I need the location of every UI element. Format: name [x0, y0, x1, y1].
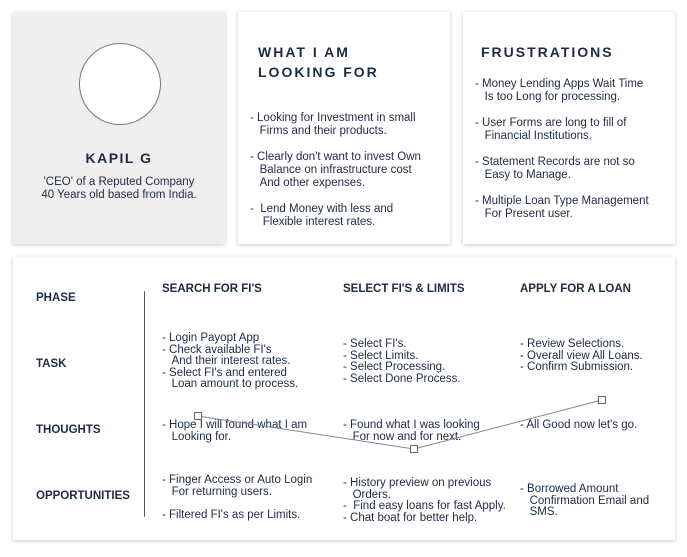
task-item: - Select Limits.: [343, 349, 419, 362]
frustration-item: - Multiple Loan Type Management For Present user.: [475, 195, 649, 220]
looking-for-item: - Clearly don't want to invest Own Balance on infrastructure cost And other expenses.: [250, 151, 421, 189]
opportunity-item: - Borrowed Amount Confirmation Email and SMS.: [520, 483, 650, 518]
opportunity-item: - History preview on previous Orders.: [343, 477, 492, 501]
frustration-item: - Money Lending Apps Wait Time Is too Long for processing.: [475, 78, 644, 103]
looking-for-title: [258, 42, 379, 82]
row-label-phase: PHASE: [36, 292, 76, 304]
task-item: - Login Payopt App: [162, 332, 260, 344]
looking-for-title-line: LOOKING FOR: [258, 64, 379, 80]
thought-item: - Found what I was looking For now and for next.: [343, 419, 480, 443]
persona-bio: [13, 176, 225, 202]
opportunity-cell-apply: [520, 484, 687, 519]
task-item: - Check available FI's And their interest rates.: [162, 343, 291, 367]
row-label-task: TASK: [36, 358, 67, 370]
opportunity-item: - Filtered FI's as per Limits.: [162, 509, 301, 521]
task-item: - Select Done Process.: [343, 372, 461, 385]
looking-for-card: [238, 12, 450, 244]
row-label-thoughts: THOUGHTS: [36, 424, 101, 436]
phase-apply: APPLY FOR A LOAN: [520, 283, 631, 295]
task-item: - Review Selections.: [520, 338, 625, 350]
opportunity-cell-search: [162, 475, 337, 522]
journey-map-card: [13, 257, 675, 540]
thought-item: - Hope I will found what I am Looking for.: [162, 419, 308, 443]
looking-for-list: [250, 112, 445, 242]
task-item: - Select FI's.: [343, 338, 407, 350]
phase-select: SELECT FI'S & LIMITS: [343, 283, 465, 295]
task-item: - Confirm Submission.: [520, 361, 634, 373]
frustrations-list: [475, 78, 670, 234]
task-item: - Select Processing.: [343, 361, 446, 373]
persona-name: KAPIL G: [85, 150, 153, 166]
opportunity-item: - Finger Access or Auto Login For returning users.: [162, 474, 313, 498]
row-label-opportunities: OPPORTUNITIES: [36, 490, 130, 502]
looking-for-item: - Lend Money with less and Flexible interest rates.: [250, 203, 394, 228]
looking-for-title-line: WHAT I AM: [258, 44, 350, 60]
persona-bio-line: 40 Years old based from India.: [41, 189, 197, 201]
looking-for-item: - Looking for Investment in small Firms and their products.: [250, 112, 416, 137]
opportunity-item: - Chat boat for better help.: [343, 511, 478, 524]
persona-bio-line: 'CEO' of a Reputed Company: [43, 176, 195, 188]
avatar: [79, 43, 161, 125]
phase-search: SEARCH FOR FI'S: [162, 283, 262, 295]
emotion-curve-line: [198, 400, 602, 449]
persona-profile-card: [13, 12, 225, 244]
emotion-point-apply: [599, 397, 606, 404]
task-item: - Select FI's and entered Loan amount to process.: [162, 366, 299, 390]
opportunity-item: - Find easy loans for fast Apply.: [343, 500, 506, 512]
frustrations-card: [463, 12, 675, 244]
emotion-point-select: [411, 446, 418, 453]
frustration-item: - User Forms are long to fill of Financial Institutions.: [475, 117, 627, 142]
emotion-point-search: [195, 413, 202, 420]
thought-item: - All Good now let's go.: [520, 419, 638, 431]
opportunity-cell-select: [343, 478, 518, 524]
task-item: - Overall view All Loans.: [520, 349, 643, 362]
frustrations-title: FRUSTRATIONS: [481, 44, 614, 60]
frustration-item: - Statement Records are not so Easy to Manage.: [475, 156, 635, 181]
